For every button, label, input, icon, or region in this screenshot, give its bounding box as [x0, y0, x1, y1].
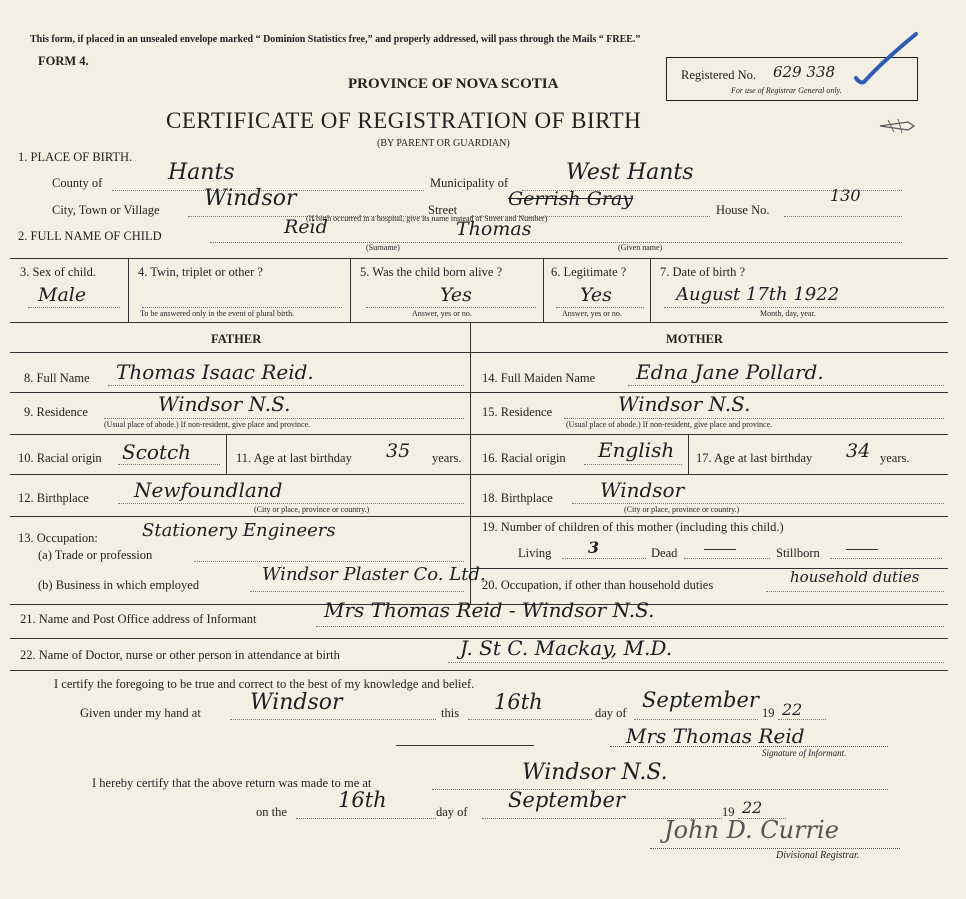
mother-racial-value: English — [598, 438, 675, 462]
father-name-value: Thomas Isaac Reid. — [116, 360, 314, 384]
given-under-label: Given under my hand at — [80, 706, 201, 720]
father-age-value: 35 — [386, 440, 411, 462]
sex-label: 3. Sex of child. — [20, 265, 97, 279]
house-label: House No. — [716, 203, 770, 217]
legitimate-note: Answer, yes or no. — [562, 309, 622, 318]
registered-number: 629 338 — [773, 63, 836, 81]
certify-statement: I certify the foregoing to be true and correct to the best of my knowledge and belief. — [54, 677, 475, 691]
born-alive-label: 5. Was the child born alive ? — [360, 265, 503, 279]
given-month-value: September — [642, 688, 759, 712]
mail-notice: This form, if placed in an unsealed envelope marked “ Dominion Statistics free,” and properly addressed, will pass through the Mails “ FREE.” — [30, 34, 641, 45]
registrar-use-note: For use of Registrar General only. — [731, 86, 842, 95]
father-birthplace-note: (City or place, province or country.) — [254, 505, 370, 514]
given-day-value: 16th — [494, 690, 543, 714]
on-the-label: on the — [256, 805, 287, 819]
mother-name-label: 14. Full Maiden Name — [482, 371, 596, 385]
registration-year-suffix: 22 — [742, 798, 763, 817]
informant-signature: Mrs Thomas Reid — [626, 724, 805, 748]
given-day-of-label: day of — [595, 706, 627, 720]
child-surname: Reid — [284, 216, 328, 238]
father-age-label: 11. Age at last birthday — [236, 451, 352, 465]
mother-occupation-value: household duties — [790, 568, 920, 586]
mother-residence-note: (Usual place of abode.) If non-resident, give place and province. — [566, 420, 773, 429]
province-heading: PROVINCE OF NOVA SCOTIA — [348, 76, 559, 92]
certificate-subtitle: (BY PARENT OR GUARDIAN) — [377, 138, 510, 149]
children-count-label: 19. Number of children of this mother (including this child.) — [482, 520, 784, 534]
mother-residence-value: Windsor N.S. — [618, 392, 751, 416]
divisional-registrar-label: Divisional Registrar. — [776, 850, 860, 861]
father-residence-value: Windsor N.S. — [158, 392, 291, 416]
child-given-name: Thomas — [456, 218, 532, 240]
place-of-birth-label: 1. PLACE OF BIRTH. — [18, 150, 133, 164]
informant-label: 21. Name and Post Office address of Informant — [20, 612, 257, 626]
father-occupation-label: 13. Occupation: — [18, 531, 98, 545]
house-value: 130 — [830, 186, 861, 205]
county-label: County of — [52, 176, 103, 190]
child-name-label: 2. FULL NAME OF CHILD — [18, 229, 162, 243]
sex-value: Male — [38, 284, 87, 306]
given-year-prefix: 19 — [762, 706, 775, 720]
business-label: (b) Business in which employed — [38, 578, 200, 592]
mother-residence-label: 15. Residence — [482, 405, 553, 419]
mother-birthplace-note: (City or place, province or country.) — [624, 505, 740, 514]
birth-date-label: 7. Date of birth ? — [660, 265, 746, 279]
legitimate-label: 6. Legitimate ? — [551, 265, 627, 279]
mother-age-value: 34 — [846, 440, 871, 462]
mother-birthplace-value: Windsor — [600, 478, 685, 502]
this-label: this — [441, 706, 460, 720]
registrar-certify-line: I hereby certify that the above return was made to me at — [92, 776, 372, 790]
born-alive-note: Answer, yes or no. — [412, 309, 472, 318]
form-number: FORM 4. — [38, 54, 89, 68]
certificate-title: CERTIFICATE OF REGISTRATION OF BIRTH — [166, 108, 642, 133]
stillborn-label: Stillborn — [776, 546, 820, 560]
birth-date-value: August 17th 1922 — [676, 284, 840, 305]
doctor-value: J. St C. Mackay, M.D. — [460, 636, 673, 660]
given-place-value: Windsor — [250, 690, 343, 715]
registration-place-value: Windsor N.S. — [522, 760, 668, 785]
registered-label: Registered No. — [681, 68, 756, 82]
twin-label: 4. Twin, triplet or other ? — [138, 265, 263, 279]
municipality-label: Municipality of — [430, 176, 509, 190]
registration-day-value: 16th — [338, 788, 387, 812]
living-label: Living — [518, 546, 552, 560]
mother-heading: MOTHER — [666, 332, 723, 346]
registration-year-prefix: 19 — [722, 805, 735, 819]
father-name-label: 8. Full Name — [24, 371, 90, 385]
registration-month-value: September — [508, 788, 625, 812]
birth-date-note: Month, day, year. — [760, 309, 816, 318]
trade-label: (a) Trade or profession — [38, 548, 153, 562]
informant-value: Mrs Thomas Reid - Windsor N.S. — [324, 598, 655, 622]
mother-occupation-label: 20. Occupation, if other than household duties — [482, 578, 714, 592]
father-heading: FATHER — [211, 332, 262, 346]
street-value: Gerrish Gray — [508, 188, 634, 210]
twin-note: To be answered only in the event of plural birth. — [140, 309, 295, 318]
given-year-suffix: 22 — [782, 700, 803, 719]
father-birthplace-value: Newfoundland — [134, 478, 283, 502]
father-residence-label: 9. Residence — [24, 405, 88, 419]
blue-check-mark-icon — [842, 30, 922, 90]
registrar-signature: John D. Currie — [664, 816, 839, 844]
surname-note: (Surname) — [366, 243, 400, 252]
father-residence-note: (Usual place of abode.) If non-resident, give place and province. — [104, 420, 311, 429]
city-value: Windsor — [204, 186, 297, 211]
doctor-label: 22. Name of Doctor, nurse or other person in attendance at birth — [20, 648, 340, 662]
registration-day-of-label: day of — [436, 805, 468, 819]
given-name-note: (Given name) — [618, 243, 663, 252]
father-business-value: Windsor Plaster Co. Ltd. — [262, 564, 486, 585]
legitimate-value: Yes — [580, 284, 612, 306]
mother-age-label: 17. Age at last birthday — [696, 451, 813, 465]
born-alive-value: Yes — [440, 284, 472, 306]
county-value: Hants — [168, 160, 235, 185]
father-birthplace-label: 12. Birthplace — [18, 491, 89, 505]
father-occupation-value: Stationery Engineers — [142, 520, 336, 541]
father-racial-value: Scotch — [122, 440, 192, 464]
living-value: 3 — [588, 538, 600, 557]
street-label: Street — [428, 203, 458, 217]
mother-birthplace-label: 18. Birthplace — [482, 491, 553, 505]
father-years-label: years. — [432, 451, 462, 465]
signature-informant-label: Signature of Informant. — [762, 748, 847, 758]
street-note: (If birth occurred in a hospital, give its name instead of Street and Number) — [306, 214, 548, 223]
pen-nib-stamp-icon — [878, 114, 918, 138]
city-label: City, Town or Village — [52, 203, 160, 217]
dead-label: Dead — [651, 546, 678, 560]
mother-racial-label: 16. Racial origin — [482, 451, 566, 465]
father-racial-label: 10. Racial origin — [18, 451, 102, 465]
municipality-value: West Hants — [566, 160, 694, 185]
mother-name-value: Edna Jane Pollard. — [636, 360, 824, 384]
mother-years-label: years. — [880, 451, 910, 465]
